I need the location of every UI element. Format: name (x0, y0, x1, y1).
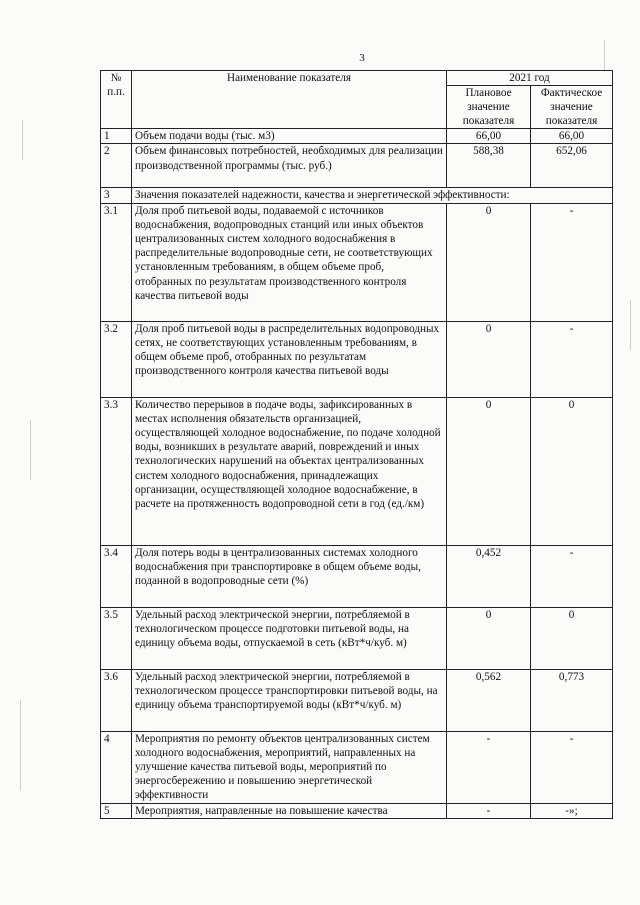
row-num: 5 (101, 803, 132, 818)
row-fact: - (531, 203, 613, 321)
table-row (101, 607, 613, 669)
table-row-section (101, 188, 613, 203)
table-row (101, 669, 613, 731)
table-row (101, 731, 613, 803)
row-name: Удельный расход электрической энергии, потребляемой в технологическом процессе подготовки питьевой воды, на единицу объема воды, отпускаемой в сеть (кВт*ч/куб. м) (132, 607, 447, 669)
row-fact: - (531, 731, 613, 803)
row-name: Объем финансовых потребностей, необходимых для реализации производственной программы (тыс. руб.) (132, 144, 447, 188)
row-num: 3.1 (101, 203, 132, 321)
header-col-name (132, 71, 447, 129)
indicators-table (100, 70, 613, 819)
scan-speck (630, 300, 631, 350)
row-plan: - (447, 731, 531, 803)
row-num: 3.3 (101, 397, 132, 545)
scan-speck (30, 420, 31, 480)
table-row (101, 203, 613, 321)
header-col-num-label: № п.п. (107, 72, 125, 99)
row-fact: 0 (531, 607, 613, 669)
row-num: 3.6 (101, 669, 132, 731)
row-num: 3 (101, 188, 132, 203)
row-name: Доля проб питьевой воды, подаваемой с источников водоснабжения, водопроводных станций или иных объектов централизованных систем холодного водоснабжения в распределительные водопроводные сети, не соответствующих установленным требованиям, в общем объеме проб, отобранных по результатам производственного контроля качества питьевой воды (132, 203, 447, 321)
table-row (101, 144, 613, 188)
row-plan: 0 (447, 397, 531, 545)
table-row (101, 129, 613, 144)
header-col-plan-label: Плановое значение показателя (462, 87, 515, 128)
row-plan: 0,452 (447, 545, 531, 607)
row-fact: - (531, 321, 613, 397)
table-row (101, 803, 613, 818)
row-fact: 652,06 (531, 144, 613, 188)
header-year (447, 71, 613, 86)
row-name: Доля потерь воды в централизованных системах холодного водоснабжения при транспортировке в общем объеме воды, поданной в водопроводные сети (%) (132, 545, 447, 607)
row-num: 3.4 (101, 545, 132, 607)
header-col-fact-label: Фактическое значение показателя (540, 87, 603, 128)
row-plan: - (447, 803, 531, 818)
header-row-year (101, 71, 613, 86)
row-fact: 66,00 (531, 129, 613, 144)
row-plan: 0,562 (447, 669, 531, 731)
header-col-num (101, 71, 132, 129)
row-plan: 0 (447, 203, 531, 321)
row-num: 1 (101, 129, 132, 144)
row-plan: 0 (447, 321, 531, 397)
header-col-name-label: Наименование показателя (227, 72, 351, 84)
row-num: 2 (101, 144, 132, 188)
row-num: 3.2 (101, 321, 132, 397)
row-num: 4 (101, 731, 132, 803)
row-name: Мероприятия по ремонту объектов централизованных систем холодного водоснабжения, мероприятий, направленных на улучшение качества питьевой воды, мероприятий по энергосбережению и повышению энергетической эффективности (132, 731, 447, 803)
row-num: 3.5 (101, 607, 132, 669)
table-row (101, 397, 613, 545)
header-col-fact (531, 86, 613, 129)
header-year-label: 2021 год (509, 72, 550, 84)
page-number: 3 (359, 52, 365, 64)
row-plan: 588,38 (447, 144, 531, 188)
header-col-plan (447, 86, 531, 129)
scan-speck (20, 700, 21, 790)
scan-speck (604, 40, 605, 70)
table-row (101, 321, 613, 397)
row-name: Объем подачи воды (тыс. м3) (132, 129, 447, 144)
row-name: Количество перерывов в подаче воды, зафиксированных в местах исполнения обязательств организацией, осуществляющей холодное водоснабжение, по подаче холодной воды, возникших в результате аварий, повреждений и иных технологических нарушений на объектах централизованных систем холодного водоснабжения, принадлежащих организации, осуществляющей холодное водоснабжение, в расчете на протяженность водопроводной сети в год (ед./км) (132, 397, 447, 545)
row-plan: 66,00 (447, 129, 531, 144)
row-fact: -»; (531, 803, 613, 818)
row-name: Мероприятия, направленные на повышение качества (132, 803, 447, 818)
table-row (101, 545, 613, 607)
row-plan: 0 (447, 607, 531, 669)
row-name: Доля проб питьевой воды в распределительных водопроводных сетях, не соответствующих установленным требованиям, в общем объеме проб, отобранных по результатам производственного контроля качества питьевой воды (132, 321, 447, 397)
row-name: Удельный расход электрической энергии, потребляемой в технологическом процессе транспортировки питьевой воды, на единицу объема транспортируемой воды (кВт*ч/куб. м) (132, 669, 447, 731)
row-fact: - (531, 545, 613, 607)
scan-speck (22, 120, 23, 160)
row-fact: 0,773 (531, 669, 613, 731)
row-section-title: Значения показателей надежности, качества и энергетической эффективности: (132, 188, 613, 203)
row-fact: 0 (531, 397, 613, 545)
